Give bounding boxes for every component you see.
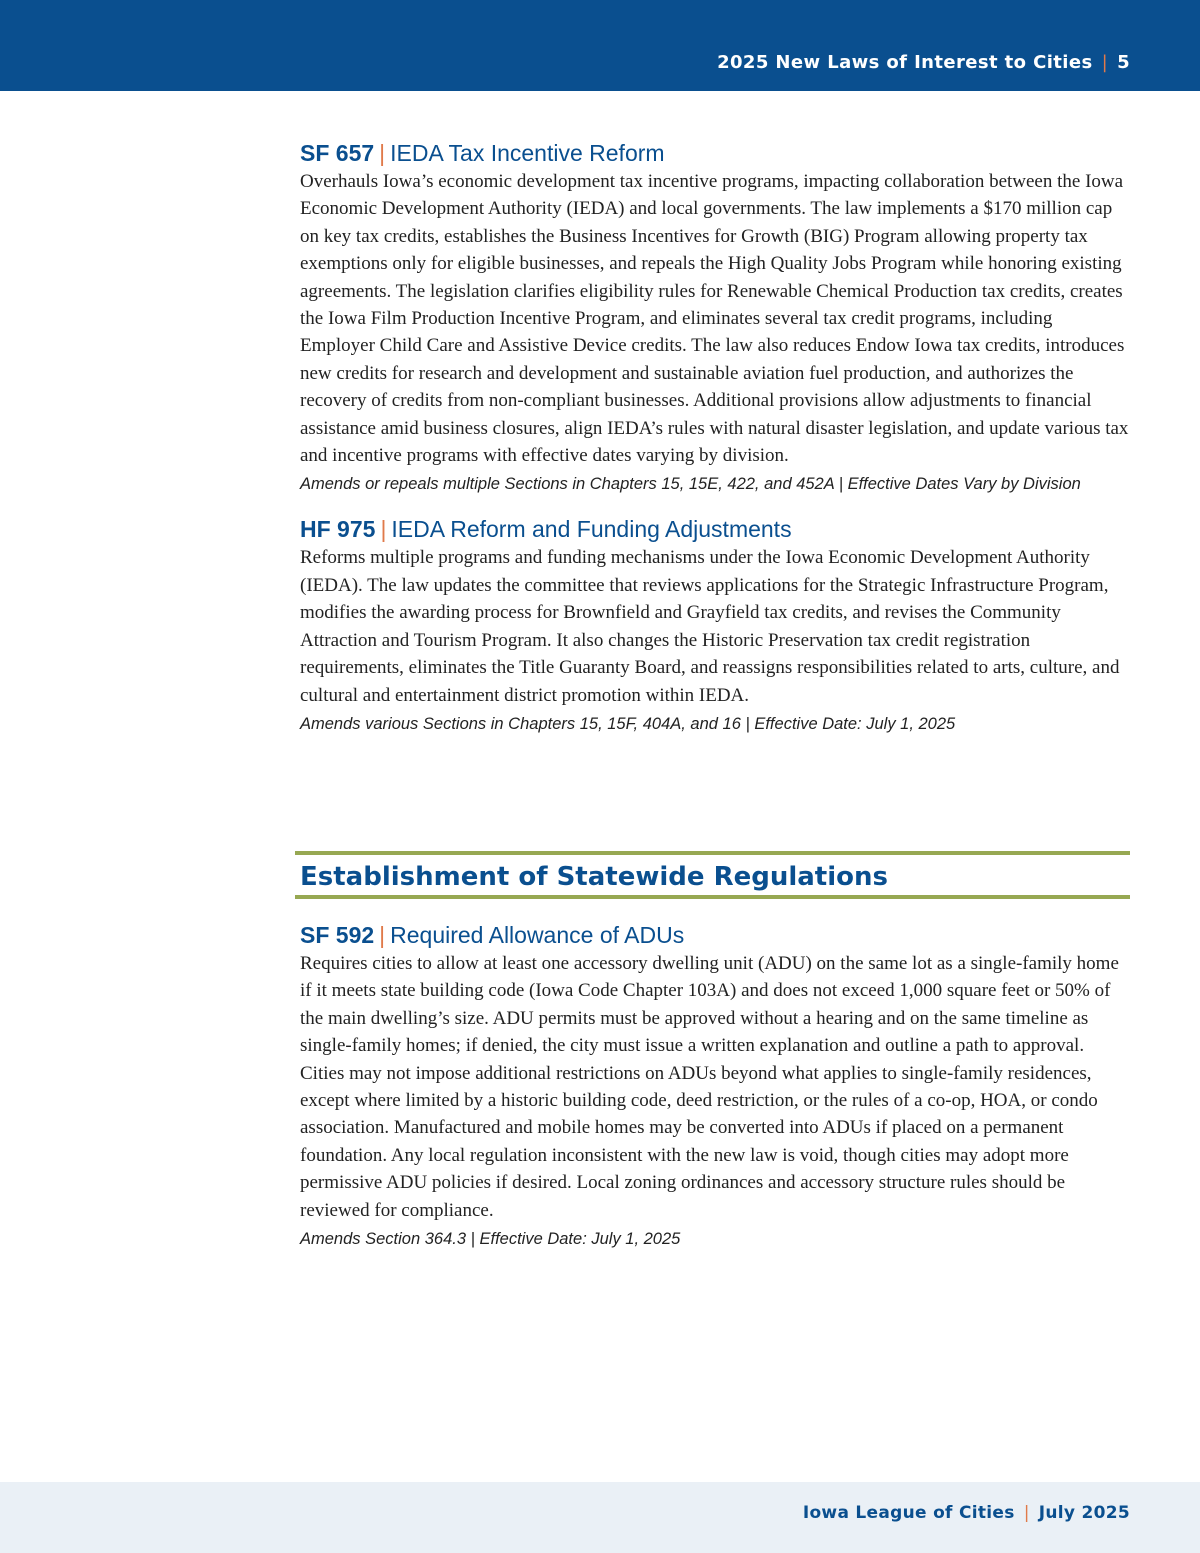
header-band: [0, 0, 1200, 91]
footer-organization: Iowa League of Cities: [802, 1503, 1015, 1523]
bill-id: SF 657: [300, 140, 375, 166]
bill-separator: |: [379, 140, 386, 166]
bill-name: IEDA Tax Incentive Reform: [390, 140, 665, 166]
running-header: [717, 52, 1130, 73]
section-rule-bottom: [295, 895, 1130, 899]
bill-hf-975: [300, 514, 1130, 735]
bill-id: SF 592: [300, 922, 375, 948]
bill-heading: [300, 138, 1130, 168]
bill-heading: [300, 514, 1130, 544]
header-title: 2025 New Laws of Interest to Cities: [717, 52, 1093, 73]
bill-id: HF 975: [300, 516, 376, 543]
bill-separator: |: [379, 922, 386, 948]
bill-citation: Amends various Sections in Chapters 15, 15F, 404A, and 16 | Effective Date: July 1, 2025: [300, 714, 956, 733]
bill-description: Reforms multiple programs and funding mechanisms under the Iowa Economic Development Authority (IEDA). The law updates the committee that reviews applications for the Strategic Infrastructure Program, modifies the awarding process for Brownfield and Grayfield tax credits, and revises the Community Attraction and Tourism Program. It also changes the Historic Preservation tax credit registration requirements, eliminates the Title Guaranty Board, and reassigns responsibilities related to arts, culture, and cultural and entertainment district promotion within IEDA.: [300, 547, 1120, 706]
page-number: 5: [1117, 52, 1130, 73]
bill-description: Overhauls Iowa’s economic development tax incentive programs, impacting collaboration between the Iowa Economic Development Authority (IEDA) and local governments. The law implements a $170 million cap on key tax credits, establishes the Business Incentives for Growth (BIG) Program allowing property tax exemptions only for eligible businesses, and repeals the High Quality Jobs Program while honoring existing agreements. The legislation clarifies eligibility rules for Renewable Chemical Production tax credits, creates the Iowa Film Production Incentive Program, and eliminates several tax credit programs, including Employer Child Care and Assistive Device credits. The law also reduces Endow Iowa tax credits, introduces new credits for research and development and sustainable aviation fuel production, and authorizes the recovery of credits from non-compliant businesses. Additional provisions allow adjustments to financial assistance amid business closures, align IEDA’s rules with natural disaster legislation, and update various tax and incentive programs with effective dates varying by division.: [300, 171, 1129, 467]
footer-date: July 2025: [1038, 1503, 1130, 1523]
bill-heading: [300, 920, 1130, 950]
bill-citation: Amends or repeals multiple Sections in Chapters 15, 15E, 422, and 452A | Effective Dates Vary by Division: [300, 475, 1081, 494]
section-rule-top: [295, 851, 1130, 855]
bill-citation: Amends Section 364.3 | Effective Date: July 1, 2025: [300, 1230, 681, 1249]
header-separator: |: [1101, 52, 1109, 73]
running-footer: [803, 1503, 1130, 1523]
section-title: Establishment of Statewide Regulations: [300, 862, 888, 892]
footer-separator: |: [1023, 1503, 1030, 1523]
bill-description: Requires cities to allow at least one accessory dwelling unit (ADU) on the same lot as a single-family home if it meets state building code (Iowa Code Chapter 103A) and does not exceed 1,000 square feet or 50% of the main dwelling’s size. ADU permits must be approved without a hearing and on the same timeline as single-family homes; if denied, the city must issue a written explanation and outline a path to approval. Cities may not impose additional restrictions on ADUs beyond what applies to single-family residences, except where limited by a historic building code, deed restriction, or the rules of a co-op, HOA, or condo association. Manufactured and mobile homes may be converted into ADUs if placed on a permanent foundation. Any local regulation inconsistent with the new law is void, though cities may adopt more permissive ADU policies if desired. Local zoning ordinances and accessory structure rules should be reviewed for compliance.: [300, 953, 1119, 1221]
bill-separator: |: [380, 516, 387, 543]
main-content-lower: [300, 920, 1130, 1251]
bill-name: Required Allowance of ADUs: [390, 922, 685, 948]
bill-sf-592: [300, 920, 1130, 1251]
bill-name: IEDA Reform and Funding Adjustments: [391, 516, 792, 543]
main-content-upper: [300, 138, 1130, 736]
bill-sf-657: [300, 138, 1130, 496]
